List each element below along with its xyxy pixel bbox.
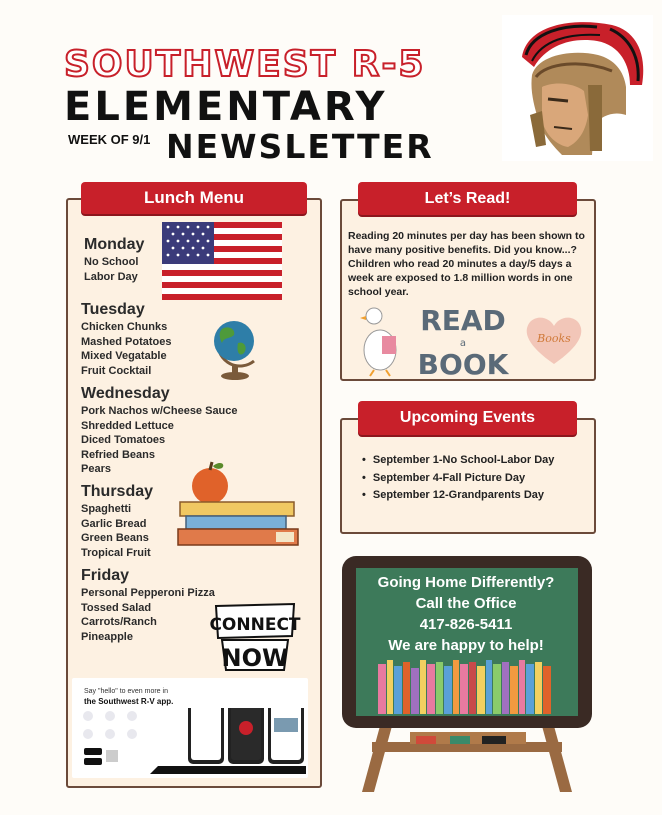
elementary-title: ELEMENTARY xyxy=(64,84,388,130)
newsletter-title: NEWSLETTER xyxy=(166,127,434,166)
board-line-call: Call the Office xyxy=(415,595,517,612)
menu-item: Fruit Cocktail xyxy=(81,364,152,377)
books-heart-word: Books xyxy=(537,332,571,345)
school-name-title: SOUTHWEST R-5 xyxy=(64,44,426,85)
menu-item: Carrots/Ranch xyxy=(81,616,157,629)
events-list xyxy=(362,452,554,505)
book-word: BOOK xyxy=(417,348,509,378)
read-word: READ xyxy=(420,304,506,337)
menu-item: Mashed Potatoes xyxy=(81,335,172,348)
a-word: a xyxy=(459,338,467,349)
menu-item: Chicken Chunks xyxy=(81,321,168,333)
day-name: Monday xyxy=(84,236,145,253)
read-a-book-graphic xyxy=(358,300,586,378)
reading-fact-text: Reading 20 minutes per day has been shown to have many positive benefits. Did you know...? Children who read 20 minutes a day/5 days a week are exposed to 1.8 million words in one school year. xyxy=(348,230,585,298)
day-friday xyxy=(81,567,215,644)
day-tuesday xyxy=(81,301,171,378)
menu-item: Shredded Lettuce xyxy=(81,419,174,432)
menu-item: Tossed Salad xyxy=(81,601,152,614)
app-promo-intro: Say "hello" to even more in xyxy=(84,688,168,695)
day-monday xyxy=(84,236,144,284)
menu-item: Refried Beans xyxy=(81,448,155,461)
day-name: Friday xyxy=(81,567,130,584)
books-and-apple-icon xyxy=(176,458,302,554)
now-word: NOW xyxy=(221,644,289,672)
day-name: Tuesday xyxy=(81,301,145,318)
connect-now-logo xyxy=(208,600,302,674)
menu-item: Green Beans xyxy=(81,532,149,545)
board-phone-number[interactable]: 417-826-5411 xyxy=(419,616,513,633)
upcoming-events-heading: Upcoming Events xyxy=(358,401,577,435)
menu-item: Pineapple xyxy=(81,630,133,643)
day-name: Thursday xyxy=(81,483,154,500)
menu-item: Labor Day xyxy=(84,270,138,283)
day-thursday xyxy=(81,483,153,560)
day-name: Wednesday xyxy=(81,385,170,402)
menu-item: Mixed Vegatable xyxy=(81,350,167,363)
board-line-help: We are happy to help! xyxy=(388,637,544,654)
board-line-question: Going Home Differently? xyxy=(377,574,555,591)
menu-item: No School xyxy=(84,256,139,268)
menu-item: Pears xyxy=(81,463,111,476)
menu-item: Pork Nachos w/Cheese Sauce xyxy=(81,405,238,417)
menu-item: Spaghetti xyxy=(81,503,132,515)
menu-item: Garlic Bread xyxy=(81,517,147,530)
connect-word: CONNECT xyxy=(209,615,301,635)
app-screenshots-graphic xyxy=(80,708,306,774)
globe-icon xyxy=(208,313,264,383)
event-item: • September 12-Grandparents Day xyxy=(362,487,554,505)
american-flag-icon xyxy=(162,222,282,300)
app-promo-name: the Southwest R-V app. xyxy=(84,697,174,706)
lets-read-heading: Let’s Read! xyxy=(358,182,577,215)
event-item: • September 4-Fall Picture Day xyxy=(362,470,554,488)
menu-item: Tropical Fruit xyxy=(81,546,151,559)
menu-item: Diced Tomatoes xyxy=(81,434,166,447)
event-item: • September 1-No School-Labor Day xyxy=(362,452,554,470)
spartan-mascot-logo xyxy=(502,15,653,161)
lunch-menu-heading: Lunch Menu xyxy=(81,182,307,214)
chalkboard-message xyxy=(356,572,576,656)
week-label: WEEK OF 9/1 xyxy=(68,132,151,147)
menu-item: Personal Pepperoni Pizza xyxy=(81,587,215,599)
